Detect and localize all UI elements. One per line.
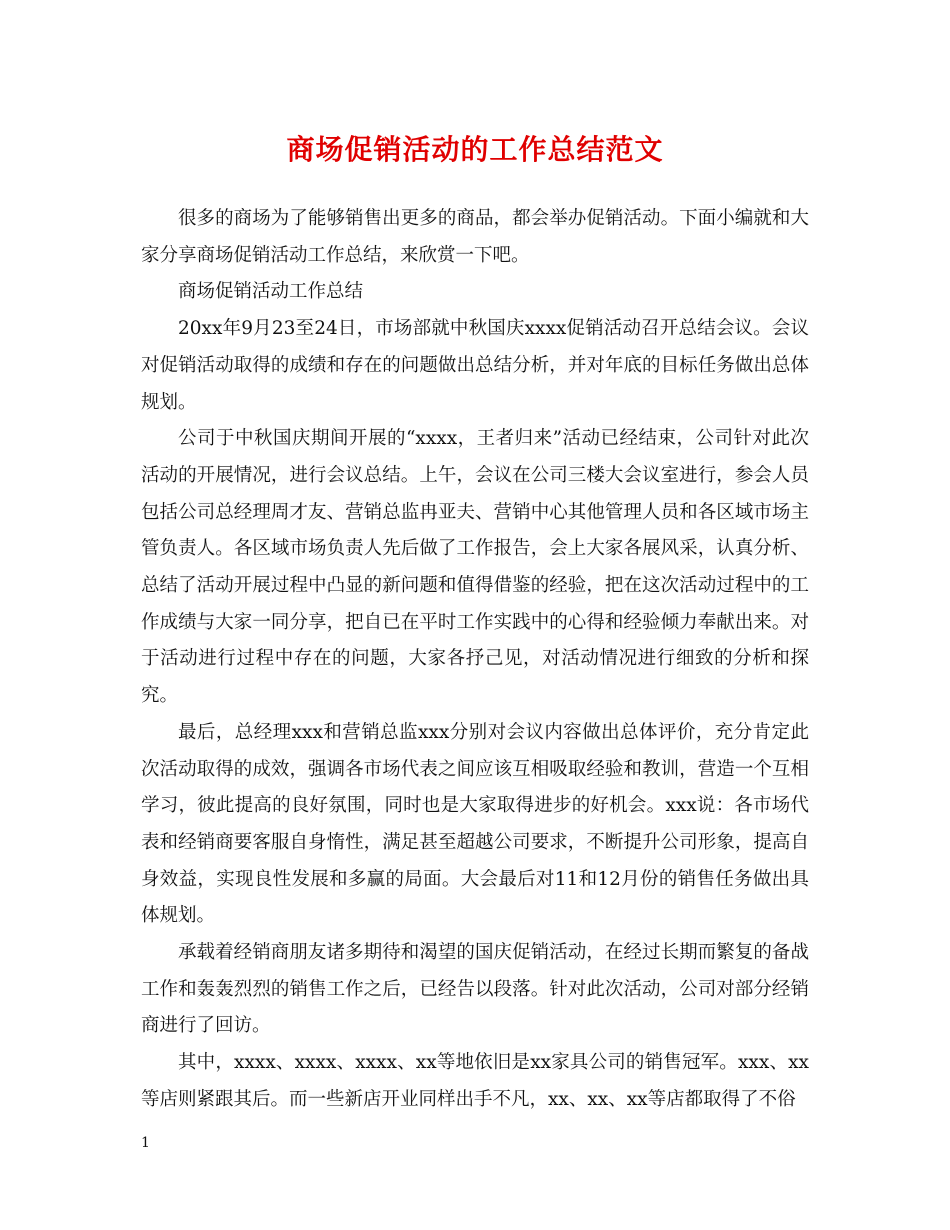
page-number: 1: [141, 1135, 150, 1151]
paragraph-activity-summary: 公司于中秋国庆期间开展的“xxxx，王者归来”活动已经结束，公司针对此次活动的开展情况，进行会议总结。上午，会议在公司三楼大会议室进行，参会人员包括公司总经理周才友、营销总监冉亚夫、营销中心其他管理人员和各区域市场主管负责人。各区域市场负责人先后做了工作报告，会上大家各展风采，认真分析、总结了活动开展过程中凸显的新问题和值得借鉴的经验，把在这次活动过程中的工作成绩与大家一同分享，把自已在平时工作实践中的心得和经验倾力奉献出来。对于活动进行过程中存在的问题，大家各抒己见，对活动情况进行细致的分析和探究。: [141, 428, 809, 707]
paragraph-sales-ranking: 其中，xxxx、xxxx、xxxx、xx等地依旧是xx家具公司的销售冠军。xxx、xx等店则紧跟其后。而一些新店开业同样出手不凡，xx、xx、xx等店都取得了不俗: [141, 1052, 809, 1110]
paragraph-follow-up: 承载着经销商朋友诸多期待和渴望的国庆促销活动，在经过长期而繁复的备战工作和轰轰烈烈的销售工作之后，已经告以段落。针对此次活动，公司对部分经销商进行了回访。: [141, 942, 809, 1037]
paragraph-intro: 很多的商场为了能够销售出更多的商品，都会举办促销活动。下面小编就和大家分享商场促销活动工作总结，来欣赏一下吧。: [141, 208, 809, 266]
paragraph-meeting: 20xx年9月23至24日，市场部就中秋国庆xxxx促销活动召开总结会议。会议对促销活动取得的成绩和存在的问题做出总结分析，并对年底的目标任务做出总体规划。: [141, 318, 809, 413]
document-title: 商场促销活动的工作总结范文: [286, 133, 664, 166]
document-body: [141, 201, 809, 1119]
paragraph-evaluation: 最后，总经理xxx和营销总监xxx分别对会议内容做出总体评价，充分肯定此次活动取得的成效，强调各市场代表之间应该互相吸取经验和教训，营造一个互相学习，彼此提高的良好氛围，同时也是大家取得进步的好机会。xxx说：各市场代表和经销商要客服自身惰性，满足甚至超越公司要求，不断提升公司形象，提高自身效益，实现良性发展和多赢的局面。大会最后对11和12月份的销售任务做出具体规划。: [141, 721, 809, 927]
paragraph-subheading: 商场促销活动工作总结: [178, 281, 364, 303]
